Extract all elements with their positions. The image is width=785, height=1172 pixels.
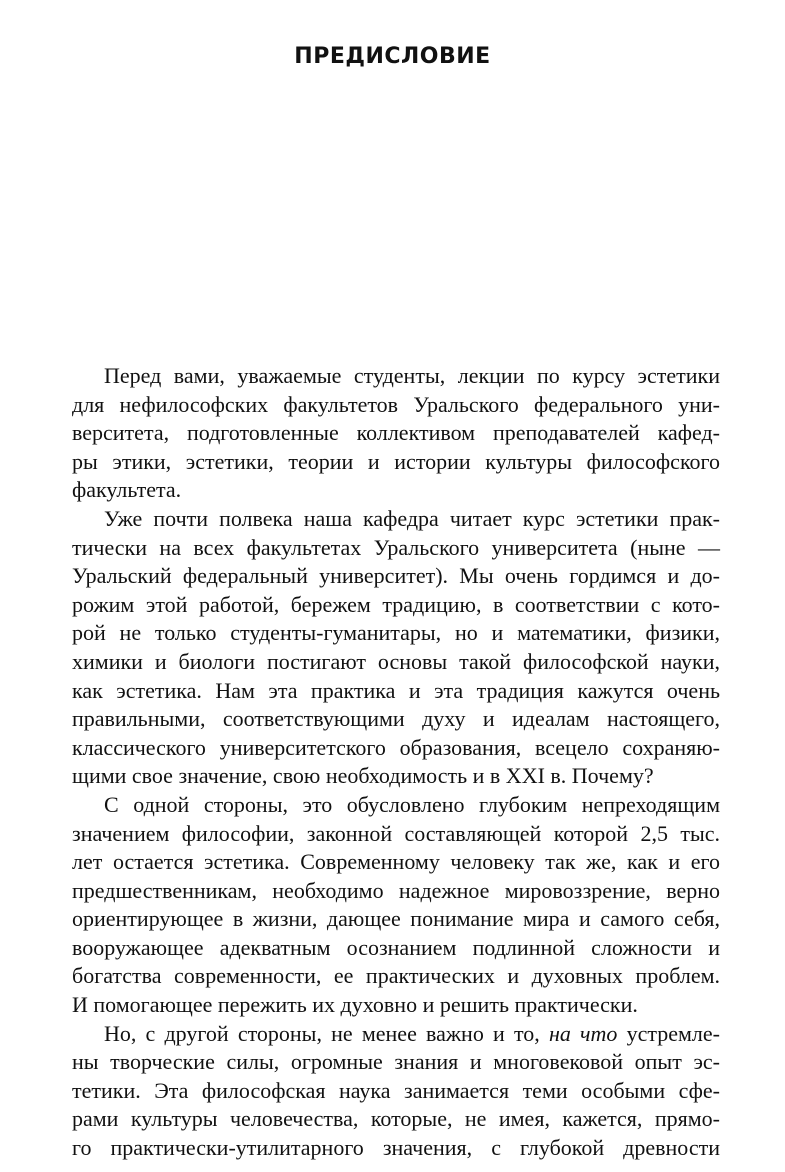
text-line: го практически-утилитарного значения, с глубокой древности [72,1135,720,1161]
text-line: лет остается эстетика. Современному человеку так же, как и его [72,849,720,875]
text-line: богатства современности, ее практических и духовных проблем. [72,963,720,989]
text-line: Перед вами, уважаемые студенты, лекции по курсу эстетики [104,363,720,388]
text-line: щими свое значение, свою необходимость и в XXI в. Почему? [72,763,654,789]
text-line: Уральский федеральный университет). Мы очень гордимся и до- [72,563,720,589]
paragraph-3 [72,791,720,1020]
text-line: как эстетика. Нам эта практика и эта традиция кажутся очень [72,677,720,703]
text-line: значением философии, законной составляющей которой 2,5 тыс. [72,820,720,846]
text-line: правильными, соответствующими духу и идеалам настоящего, [72,706,720,732]
text-line: рой не только студенты-гуманитары, но и математики, физики, [72,620,720,646]
text-line: факультета. [72,477,182,503]
text-line [72,1020,720,1049]
text-line: химики и биологи постигают основы такой философской науки, [72,648,720,674]
italic-emphasis: на что [548,1020,618,1046]
text-line: Уже почти полвека наша кафедра читает курс эстетики прак- [104,505,720,531]
text-line: рожим этой работой, бережем традицию, в соответствии с кото- [72,591,720,617]
text-line: предшественникам, необходимо надежное мировоззрение, верно [72,877,720,903]
text-line: ориентирующее в жизни, дающее понимание мира и самого себя, [72,906,720,932]
text-fragment: устремле- [617,1020,720,1046]
text-fragment: Но, с другой стороны, не менее важно и то, [104,1020,549,1046]
paragraph-1 [72,362,720,505]
text-line: рами культуры человечества, которые, не имея, кажется, прямо- [72,1106,720,1132]
text-line: ры этики, эстетики, теории и истории культуры философского [72,448,720,474]
paragraph-2 [72,505,720,791]
text-line: С одной стороны, это обусловлено глубоким непреходящим [104,791,720,817]
text-line: классического университетского образования, всецело сохраняю- [72,734,720,760]
text-line: И помогающее пережить их духовно и решить практически. [72,992,638,1018]
text-line: тетики. Эта философская наука занимается теми особыми сфе- [72,1077,720,1103]
text-line: ны творческие силы, огромные знания и многовековой опыт эс- [72,1049,720,1075]
text-line: вооружающее адекватным осознанием подлинной сложности и [72,934,720,960]
page-title: ПРЕДИСЛОВИЕ [294,44,491,69]
text-line: тически на всех факультетах Уральского университета (ныне — [72,534,720,560]
paragraph-4 [72,1020,720,1163]
text-line: для нефилософских факультетов Уральского федерального уни- [72,391,720,417]
body-text [72,362,720,1163]
text-line: верситета, подготовленные коллективом преподавателей кафед- [72,420,720,446]
